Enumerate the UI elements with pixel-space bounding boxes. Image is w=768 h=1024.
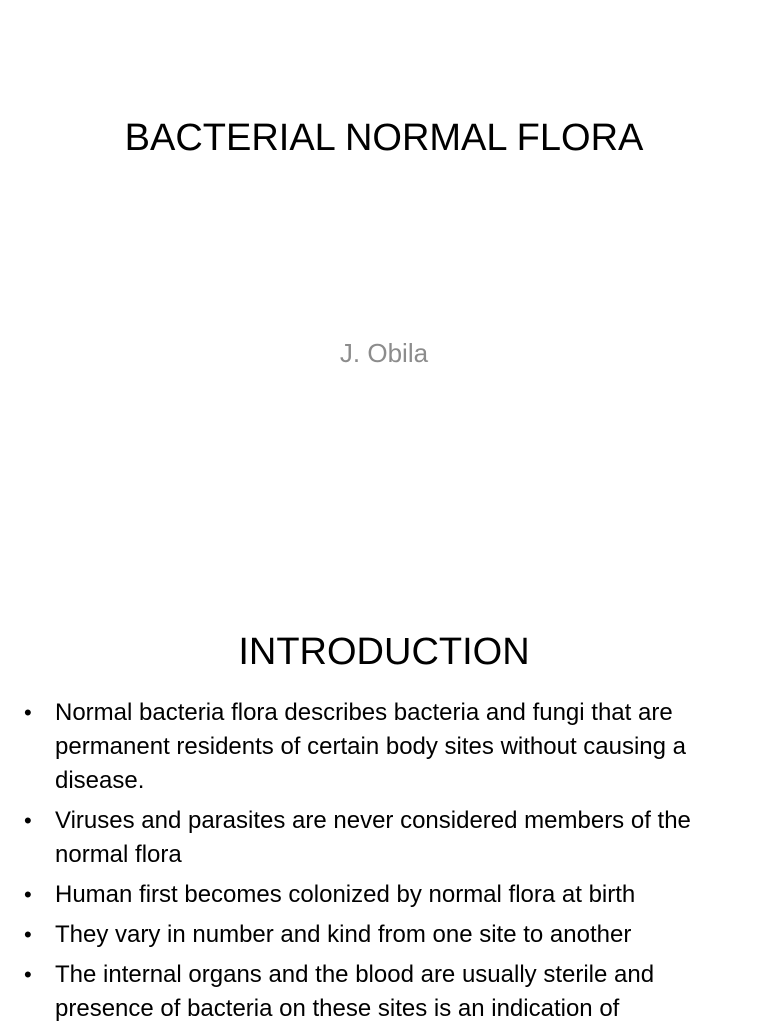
bullet-icon: • bbox=[24, 922, 32, 947]
slide-subtitle-author: J. Obila bbox=[339, 338, 429, 368]
bullet-text: Normal bacteria flora describes bacteria and fungi that are permanent residents of certain body sites without causing a disease. bbox=[55, 699, 687, 794]
bullet-text: Viruses and parasites are never considered members of the normal flora bbox=[55, 807, 691, 868]
slide-title: INTRODUCTION bbox=[238, 631, 530, 673]
bullet-icon: • bbox=[24, 808, 32, 833]
list-item bbox=[0, 918, 768, 952]
slide-title: BACTERIAL NORMAL FLORA bbox=[124, 117, 644, 159]
bullet-list bbox=[0, 696, 768, 1024]
bullet-text: Human first becomes colonized by normal flora at birth bbox=[55, 881, 636, 908]
list-item bbox=[0, 958, 768, 1024]
introduction-slide bbox=[0, 576, 768, 1024]
bullet-icon: • bbox=[24, 700, 32, 725]
bullet-icon: • bbox=[24, 882, 32, 907]
list-item bbox=[0, 696, 768, 798]
bullet-text: They vary in number and kind from one site to another bbox=[55, 921, 632, 948]
bullet-icon: • bbox=[24, 962, 32, 987]
list-item bbox=[0, 804, 768, 872]
bullet-text: The internal organs and the blood are usually sterile and presence of bacteria on these sites is an indication of bbox=[55, 961, 655, 1022]
list-item bbox=[0, 878, 768, 912]
